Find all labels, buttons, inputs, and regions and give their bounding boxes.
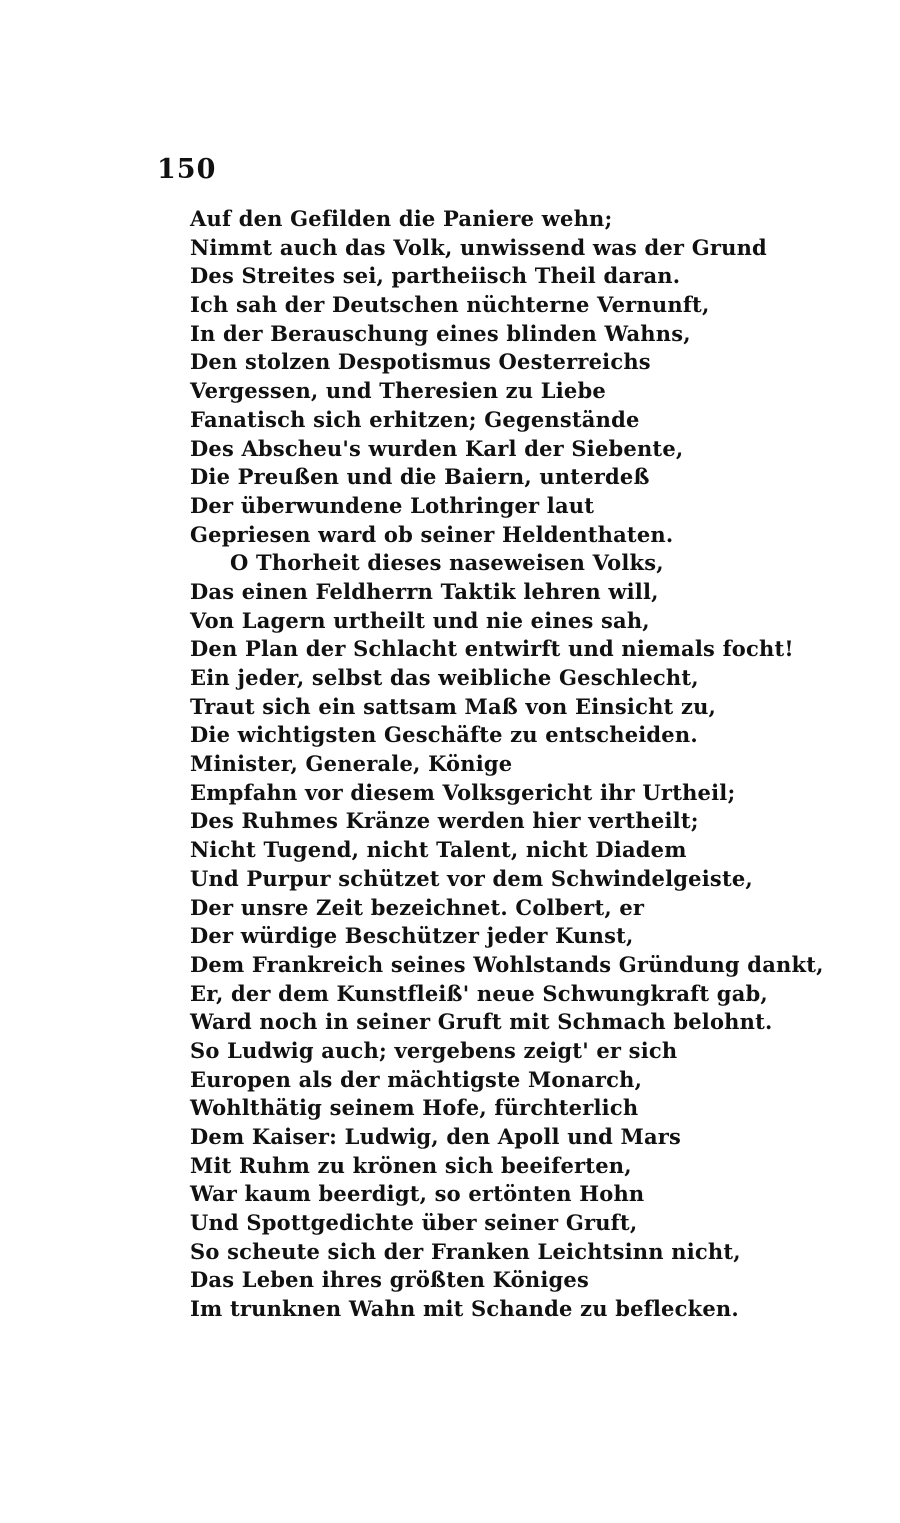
text-line: Ich sah der Deutschen nüchterne Vernunft, — [190, 292, 710, 318]
text-line: Gepriesen ward ob seiner Heldenthaten. — [190, 521, 674, 547]
text-line: Die wichtigsten Geschäfte zu entscheiden. — [190, 722, 698, 748]
page-number: 150 — [157, 154, 217, 185]
text-line: Er, der dem Kunstfleiß' neue Schwungkraft gab, — [190, 980, 768, 1006]
text-line: Des Ruhmes Kränze werden hier vertheilt; — [190, 808, 699, 834]
text-line: Empfahn vor diesem Volksgericht ihr Urtheil; — [190, 779, 736, 805]
text-line: War kaum beerdigt, so ertönten Hohn — [190, 1181, 645, 1207]
text-line: Nicht Tugend, nicht Talent, nicht Diadem — [190, 837, 687, 863]
text-line: Das Leben ihres größten Königes — [190, 1267, 589, 1293]
text-line: Den stolzen Despotismus Oesterreichs — [190, 349, 651, 375]
text-line: Der würdige Beschützer jeder Kunst, — [190, 923, 634, 949]
text-line: Das einen Feldherrn Taktik lehren will, — [190, 578, 659, 604]
text-line: Die Preußen und die Baiern, unterdeß — [190, 464, 650, 490]
text-line: In der Berauschung eines blinden Wahns, — [190, 320, 691, 346]
text-line: Europen als der mächtigste Monarch, — [190, 1066, 643, 1092]
text-line: Nimmt auch das Volk, unwissend was der Grund — [190, 234, 767, 260]
text-line: Auf den Gefilden die Paniere wehn; — [190, 206, 613, 231]
text-line: Der überwundene Lothringer laut — [190, 492, 595, 518]
text-line: Traut sich ein sattsam Maß von Einsicht zu, — [190, 693, 717, 719]
text-line: Ein jeder, selbst das weibliche Geschlecht, — [190, 665, 699, 690]
text-line: Minister, Generale, Könige — [190, 751, 513, 777]
text-line: Ward noch in seiner Gruft mit Schmach belohnt. — [190, 1009, 773, 1035]
poem-text — [190, 205, 830, 1324]
text-line: Fanatisch sich erhitzen; Gegenstände — [190, 406, 640, 432]
text-line: Dem Frankreich seines Wohlstands Gründung dankt, — [190, 951, 824, 977]
text-line: So Ludwig auch; vergebens zeigt' er sich — [190, 1037, 678, 1063]
text-line: Wohlthätig seinem Hofe, fürchterlich — [190, 1095, 639, 1121]
text-line: Der unsre Zeit bezeichnet. Colbert, er — [190, 894, 645, 920]
text-line: Den Plan der Schlacht entwirft und niemals focht! — [190, 636, 794, 662]
text-line: Und Purpur schützet vor dem Schwindelgeiste, — [190, 865, 753, 891]
text-line: Von Lagern urtheilt und nie eines sah, — [190, 607, 650, 633]
text-line: Vergessen, und Theresien zu Liebe — [190, 378, 606, 404]
text-line: Dem Kaiser: Ludwig, den Apoll und Mars — [190, 1124, 682, 1149]
text-line: Des Streites sei, partheiisch Theil daran. — [190, 263, 681, 289]
text-line: Mit Ruhm zu krönen sich beeiferten, — [190, 1152, 632, 1178]
text-line: Im trunknen Wahn mit Schande zu beflecken. — [190, 1296, 739, 1322]
text-line: So scheute sich der Franken Leichtsinn nicht, — [190, 1238, 741, 1264]
text-line: O Thorheit dieses naseweisen Volks, — [230, 550, 664, 576]
text-line: Des Abscheu's wurden Karl der Siebente, — [190, 435, 684, 461]
text-line: Und Spottgedichte über seiner Gruft, — [190, 1210, 638, 1236]
